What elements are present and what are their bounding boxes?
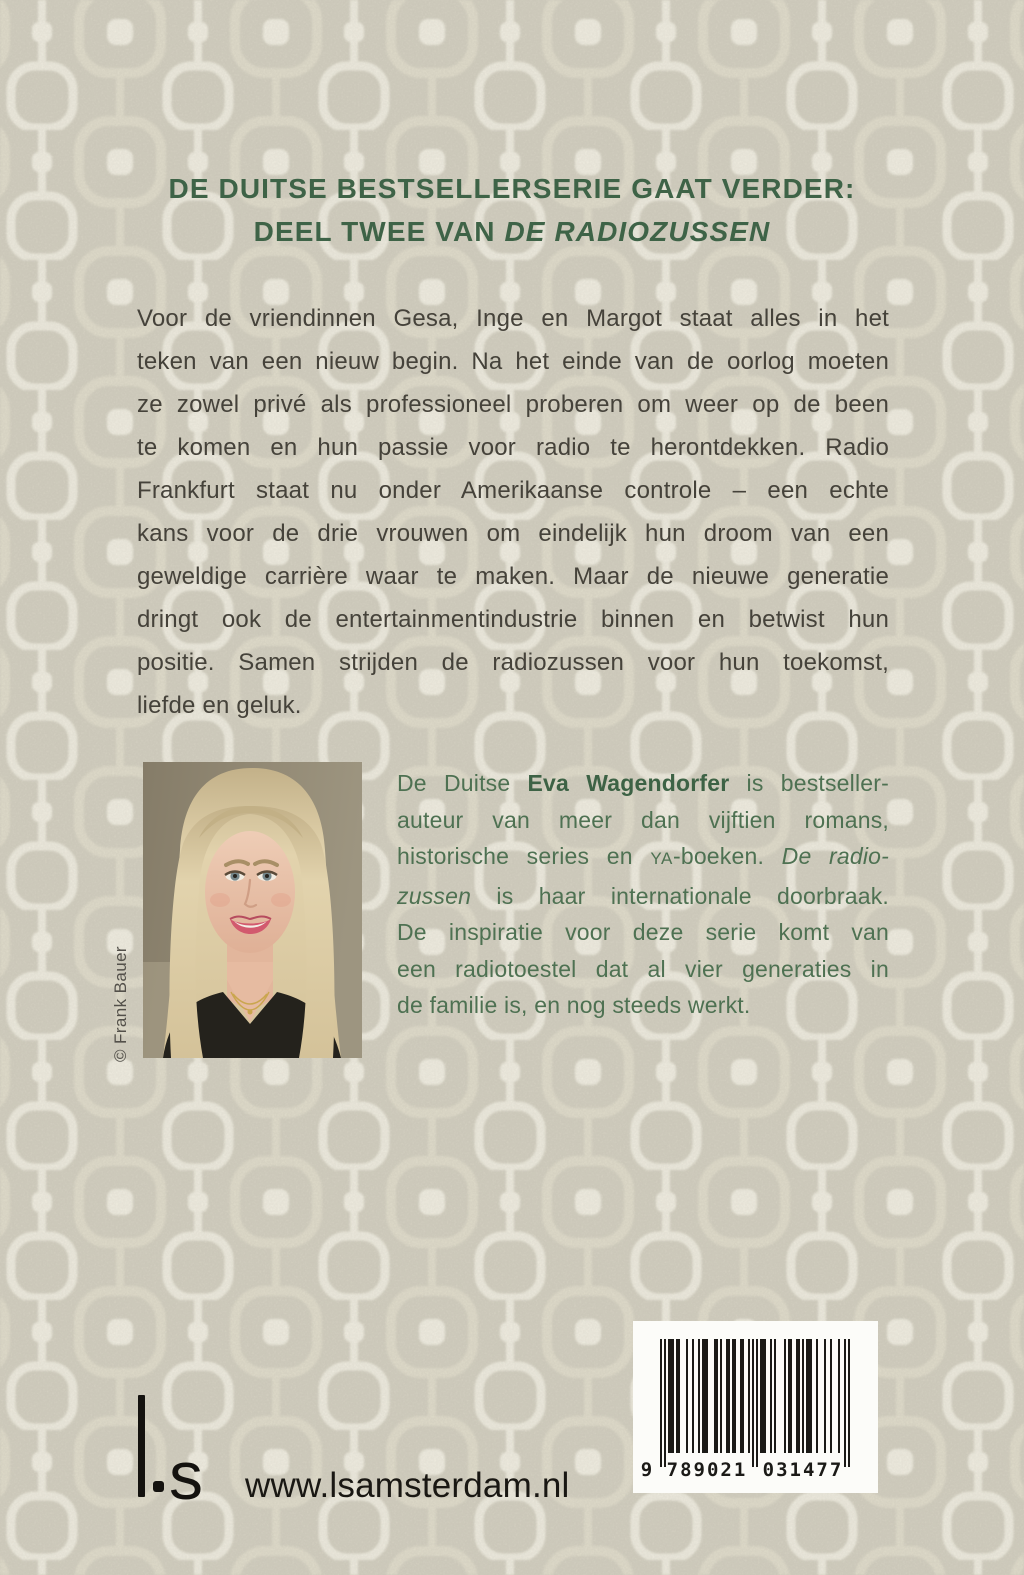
text-segment: -boeken.: [672, 843, 782, 869]
publisher-logo: [138, 1395, 248, 1514]
author-bio-paragraph: [397, 765, 889, 1024]
text-segment: Eva Wagendorfer: [527, 770, 730, 796]
synopsis-line: Frankfurt staat nu onder Amerikaanse controle – een echte: [137, 477, 889, 504]
text-segment: historische series en: [397, 843, 651, 869]
publisher-logo-dot: [153, 1481, 164, 1492]
barcode-bars: [660, 1339, 850, 1467]
bio-line: [397, 914, 889, 951]
text-segment: DEEL TWEE VAN: [253, 216, 505, 247]
bio-line: [397, 838, 889, 878]
text-segment: de familie is, en nog steeds werkt.: [397, 992, 751, 1018]
synopsis-line: liefde en geluk.: [137, 692, 302, 719]
text-segment: De radio-: [781, 843, 889, 869]
publisher-logo-s: s: [169, 1438, 203, 1514]
heading-line-1: DE DUITSE BESTSELLERSERIE GAAT VERDER:: [168, 173, 856, 204]
text-segment: De Duitse: [397, 770, 528, 796]
text-segment: zussen: [397, 882, 472, 909]
publisher-logo-l-bar: [138, 1395, 145, 1497]
synopsis-paragraph: [137, 297, 889, 727]
bio-line: [397, 802, 889, 839]
synopsis-line: teken van een nieuw begin. Na het einde van de oorlog moeten: [137, 348, 889, 375]
text-segment: een radiotoestel dat al vier generaties in: [397, 955, 889, 982]
text-segment: YA: [650, 849, 673, 868]
barcode-digits-right: 031477: [762, 1459, 844, 1481]
photo-credit: © Frank Bauer: [111, 946, 130, 1062]
bio-line: [397, 951, 889, 988]
synopsis-line: positie. Samen strijden de radiozussen voor hun toekomst,: [137, 649, 889, 676]
barcode-digits-left: 789021: [666, 1459, 748, 1481]
text-segment: DE RADIOZUSSEN: [504, 216, 771, 247]
bio-line: [397, 878, 889, 915]
synopsis-line: te komen en hun passie voor radio te herontdekken. Radio: [137, 434, 889, 461]
bio-line: [397, 987, 889, 1024]
barcode-digit-lead: 9: [640, 1459, 653, 1481]
publisher-website: www.lsamsterdam.nl: [245, 1466, 570, 1505]
bio-line: [397, 765, 889, 802]
text-segment: auteur van meer dan vijftien romans,: [397, 806, 889, 833]
back-cover-heading: [0, 167, 1024, 253]
synopsis-line: dringt ook de entertainmentindustrie binnen en betwist hun: [137, 606, 889, 633]
text-segment: is haar internationale doorbraak.: [471, 882, 889, 909]
text-segment: De inspiratie voor deze serie komt van: [397, 919, 889, 945]
synopsis-line: kans voor de drie vrouwen om eindelijk hun droom van een: [137, 520, 889, 547]
synopsis-line: ze zowel privé als professioneel proberen om weer op de been: [137, 391, 889, 418]
author-photo: [143, 762, 362, 1058]
barcode: [633, 1321, 878, 1493]
synopsis-line: geweldige carrière waar te maken. Maar de nieuwe generatie: [137, 563, 889, 590]
synopsis-line: Voor de vriendinnen Gesa, Inge en Margot staat alles in het: [137, 305, 889, 332]
heading-line-2: [0, 210, 1024, 253]
text-segment: is bestseller-: [729, 770, 890, 796]
